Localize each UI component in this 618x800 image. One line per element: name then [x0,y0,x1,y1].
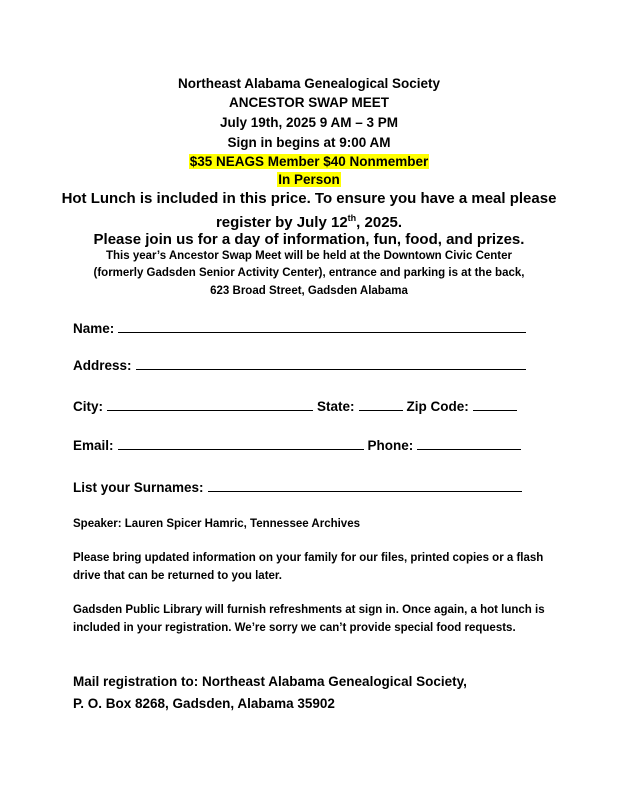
lunch-deadline-sup: th [347,213,357,223]
location-line-1: This year’s Ancestor Swap Meet will be held at the Downtown Civic Center [106,250,512,262]
mail-line-2: P. O. Box 8268, Gadsden, Alabama 35902 [73,696,335,711]
state-label: State: [317,399,355,414]
state-field[interactable] [359,398,403,411]
speaker-note: Speaker: Lauren Spicer Hamric, Tennessee Archives [73,518,360,530]
name-row [73,320,530,336]
address-row [73,357,530,373]
address-field[interactable] [136,357,526,370]
location-line-3: 623 Broad Street, Gadsden Alabama [210,285,408,297]
zip-field[interactable] [473,398,517,411]
name-field[interactable] [118,320,526,333]
location-line-2: (formerly Gadsden Senior Activity Center), entrance and parking is at the back, [93,267,525,279]
phone-label: Phone: [367,438,414,453]
name-label: Name: [73,321,115,336]
email-row [73,437,525,453]
price-line [0,152,618,171]
lunch-deadline-year: , 2025. [356,214,403,231]
mode-line [0,170,618,189]
lunch-deadline: register by July 12 [215,214,348,231]
price-highlight: $35 NEAGS Member $40 Nonmember [189,154,429,169]
city-label: City: [73,399,103,414]
lunch-line-1: Hot Lunch is included in this price. To ensure you have a meal please [61,190,557,207]
org-name: Northeast Alabama Genealogical Society [177,76,441,91]
bring-note: Please bring updated information on your family for our files, printed copies or a flash drive that can be returned to you later. [73,552,544,582]
city-field[interactable] [107,398,313,411]
surnames-label: List your Surnames: [73,480,204,495]
mail-line-1: Mail registration to: Northeast Alabama Genealogical Society, [73,674,467,689]
surnames-row [73,479,526,495]
email-field[interactable] [118,437,364,450]
surnames-field[interactable] [208,479,522,492]
zip-label: Zip Code: [406,399,469,414]
lunch-line-3: Please join us for a day of information, fun, food, and prizes. [93,231,525,248]
email-label: Email: [73,438,114,453]
event-title: ANCESTOR SWAP MEET [228,95,390,110]
library-note: Gadsden Public Library will furnish refreshments at sign in. Once again, a hot lunch is included in your registration. We’re sorry we can’t provide special food requests. [73,604,545,634]
phone-field[interactable] [417,437,521,450]
address-label: Address: [73,358,132,373]
event-date-time: July 19th, 2025 9 AM – 3 PM [219,115,399,130]
mode-highlight: In Person [278,172,340,187]
city-row [73,398,521,414]
signin-time: Sign in begins at 9:00 AM [227,135,391,150]
